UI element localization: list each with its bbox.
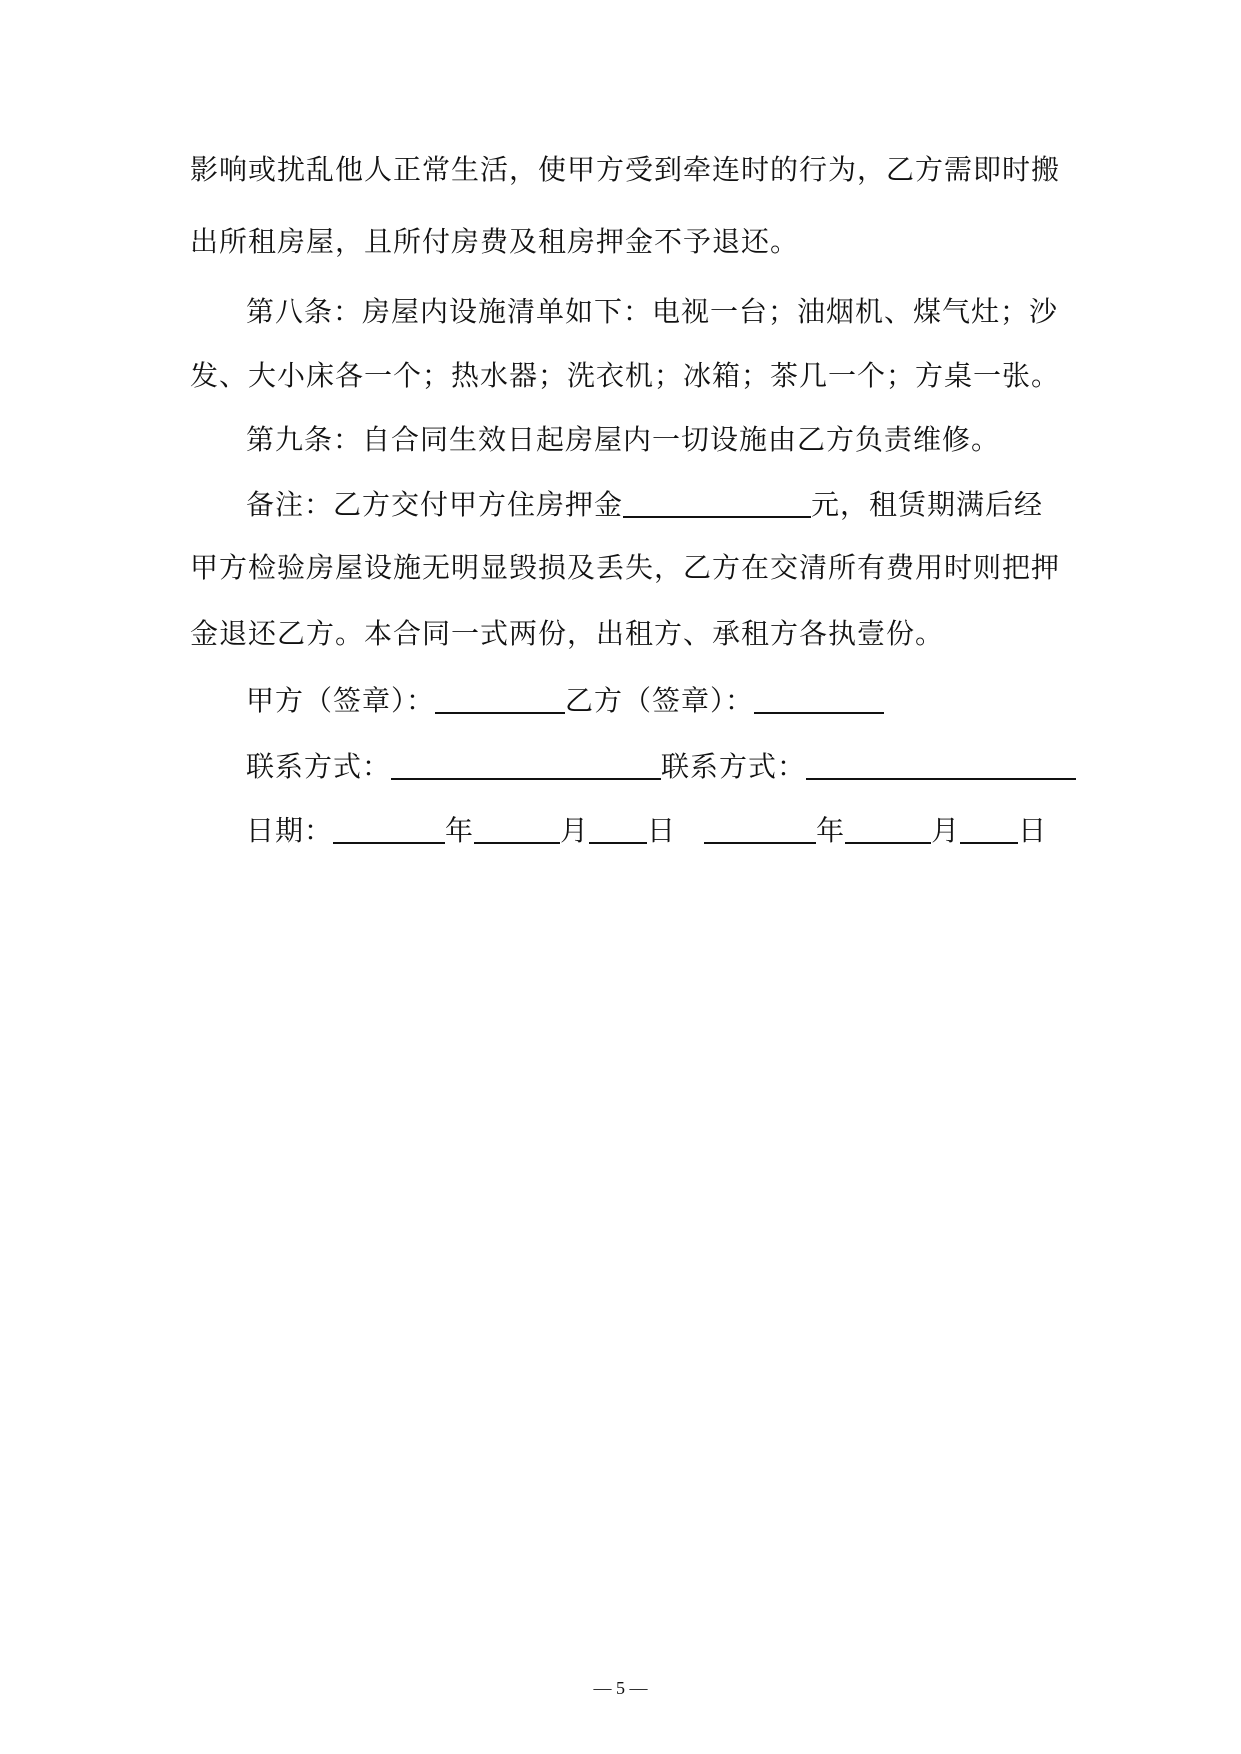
deposit-line [246, 484, 1043, 525]
party-b-day-blank[interactable] [960, 814, 1018, 844]
deposit-label: 备注：乙方交付甲方住房押金 [246, 488, 624, 521]
party-b-signature-label: 乙方（签章）： [565, 684, 755, 717]
paragraph-line: 金退还乙方。本合同一式两份，出租方、承租方各执壹份。 [190, 617, 945, 650]
party-a-signature-label: 甲方（签章）： [246, 684, 436, 717]
paragraph-line: 发、大小床各一个；热水器；洗衣机；冰箱；茶几一个；方桌一张。 [190, 359, 1061, 392]
contact-line [246, 746, 1076, 787]
year-label: 年 [445, 814, 475, 847]
month-label: 月 [931, 814, 961, 847]
party-a-contact-label: 联系方式： [246, 750, 392, 783]
party-a-day-blank[interactable] [589, 814, 647, 844]
party-b-year-blank[interactable] [704, 814, 816, 844]
day-label: 日 [647, 814, 677, 847]
party-b-month-blank[interactable] [845, 814, 931, 844]
month-label: 月 [560, 814, 590, 847]
party-a-signature-blank[interactable] [435, 684, 565, 714]
party-b-contact-label: 联系方式： [661, 750, 807, 783]
year-label: 年 [816, 814, 846, 847]
day-label: 日 [1018, 814, 1048, 847]
page-number: — 5 — [593, 1678, 648, 1698]
date-line [246, 810, 1047, 851]
date-label: 日期： [246, 814, 334, 847]
paragraph-line: 第八条：房屋内设施清单如下：电视一台；油烟机、煤气灶；沙 [246, 295, 1059, 328]
paragraph-line: 影响或扰乱他人正常生活，使甲方受到牵连时的行为，乙方需即时搬 [190, 153, 1061, 186]
paragraph-line: 出所租房屋，且所付房费及租房押金不予退还。 [190, 225, 800, 258]
deposit-suffix: 元，租赁期满后经 [811, 488, 1044, 521]
party-a-year-blank[interactable] [333, 814, 445, 844]
party-b-contact-blank[interactable] [806, 750, 1076, 780]
paragraph-line: 第九条：自合同生效日起房屋内一切设施由乙方负责维修。 [246, 423, 1001, 456]
signature-line [246, 680, 884, 721]
deposit-amount-blank[interactable] [623, 488, 811, 518]
party-b-signature-blank[interactable] [754, 684, 884, 714]
party-a-contact-blank[interactable] [391, 750, 661, 780]
paragraph-line: 甲方检验房屋设施无明显毁损及丢失，乙方在交清所有费用时则把押 [190, 551, 1061, 584]
party-a-month-blank[interactable] [474, 814, 560, 844]
